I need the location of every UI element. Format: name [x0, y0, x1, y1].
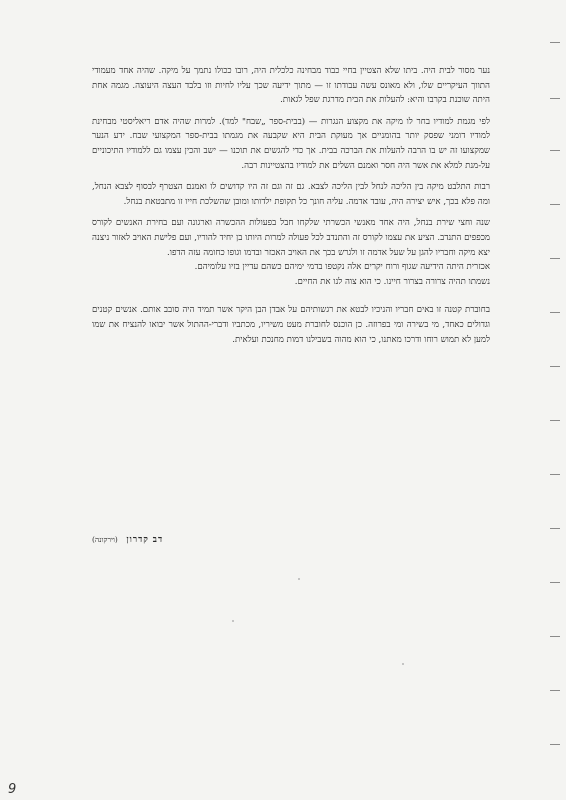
body-text	[92, 64, 490, 347]
paragraph: בחוברת קטנה זו באים חבריו והניכיו לבטא את רגשותיהם על אבדן הבן היקר אשר תמיד היה סובב אותם. אנשים קטנים וגדולים כאחד, מי בשירה ומי בפרוזה. כן הוכנס לחוברת מעט משיריו, מכתביו ודברי-ההתול אשר יבואו להנציח את שמו למען לא תמוש רוחו ודרכו מאתנו, כי הוא מהוה בשבילנו דמות מחנכת ועלאית.	[92, 305, 490, 345]
signature-note: (וירקונה)	[92, 535, 118, 544]
scan-speck	[298, 578, 300, 580]
scan-speck	[402, 663, 404, 665]
paragraph: אכזרית היתה הידיעה שגוף ורוח יקרים אלה נקטפו בדמי ימיהם כשהם עדיין בזיו עלומיהם.	[194, 262, 490, 273]
signature-name: דב קדרון	[126, 535, 164, 545]
paragraph: נשמתו תהיה צרורה בצרור חיינו. כי הוא צוה לנו את החיים.	[294, 276, 490, 287]
paragraph: נער מסור לבית היה. ביתו שלא הצטיין בחיי כבוד מבחינה כלכלית היה, רובו ככולו נתמך על מיקה. שהיה אחד מעמודי התווך העיקריים שלו, ולא מאונס עשה עבודתו זו — מתוך ידיעה שכך עליו לחיות וזו בלבד העצה היעוצה. מגמה אחת היתה שוכנת בקרבו והיא: להעלות את הבית מדרגת שפל לגאות.	[92, 66, 490, 106]
page-number: 9	[8, 782, 17, 797]
signature	[92, 534, 412, 545]
paragraph: לפי מגמת למודיו בחר לו מיקה את מקצוע הנגרות — (בבית-ספר „שבח" למד). למרות שהיה אדם ריאליסטי מבחינת למודיו דומני שפסק יותר בהומניים אך מעוקת הבית היא שקבעה את מגמתו בבית-ספר המקצועי שבח. ידע הנער שמקצועו זה יש בו הרבה להעלות את הברכה בבית. אך כדי להגשים את תוכנו — ישב והכין עצמו גם ללמודיו התיכוניים על-מנת למלא את אשר היה חסר ואמנם השלים את למודיו בהצטיינות רבה.	[92, 116, 490, 171]
paragraph: רבות התלבט מיקה בין הליכה לנחל לבין הליכה לצבא. גם זה וגם זה היו קדושים לו ואמנם הצטרף לבסוף לצבא הנחל, ומה פלא בכך, איש יצירה היה, עובד אדמה. עליה חונך כל תקופת ילדותו ומובן שהשלכת חייו זו מתבטאת בנחל.	[92, 182, 490, 207]
scan-speck	[232, 620, 234, 622]
binder-margin-marks	[548, 0, 560, 800]
paragraph: שנה וחצי שירת בנחל, היה אחד מאנשי הכשרתי שלקחו חבל בפעולות ההכשרה וארגונה ועם בחירת האנשים לקורס מכפפים התנדב. הציע את עצמו לקורס זה והתנדב לכל פעולה למרות היותו בן יחיד להוריו, ועם פלישת האויב לאזור ניצנה יצא מיקה וחבריו להגן על שעל אדמה זו ולגרש בכך את האויב האכזר ובדמו וגופו כחומה עזה הדפו.	[92, 218, 490, 258]
